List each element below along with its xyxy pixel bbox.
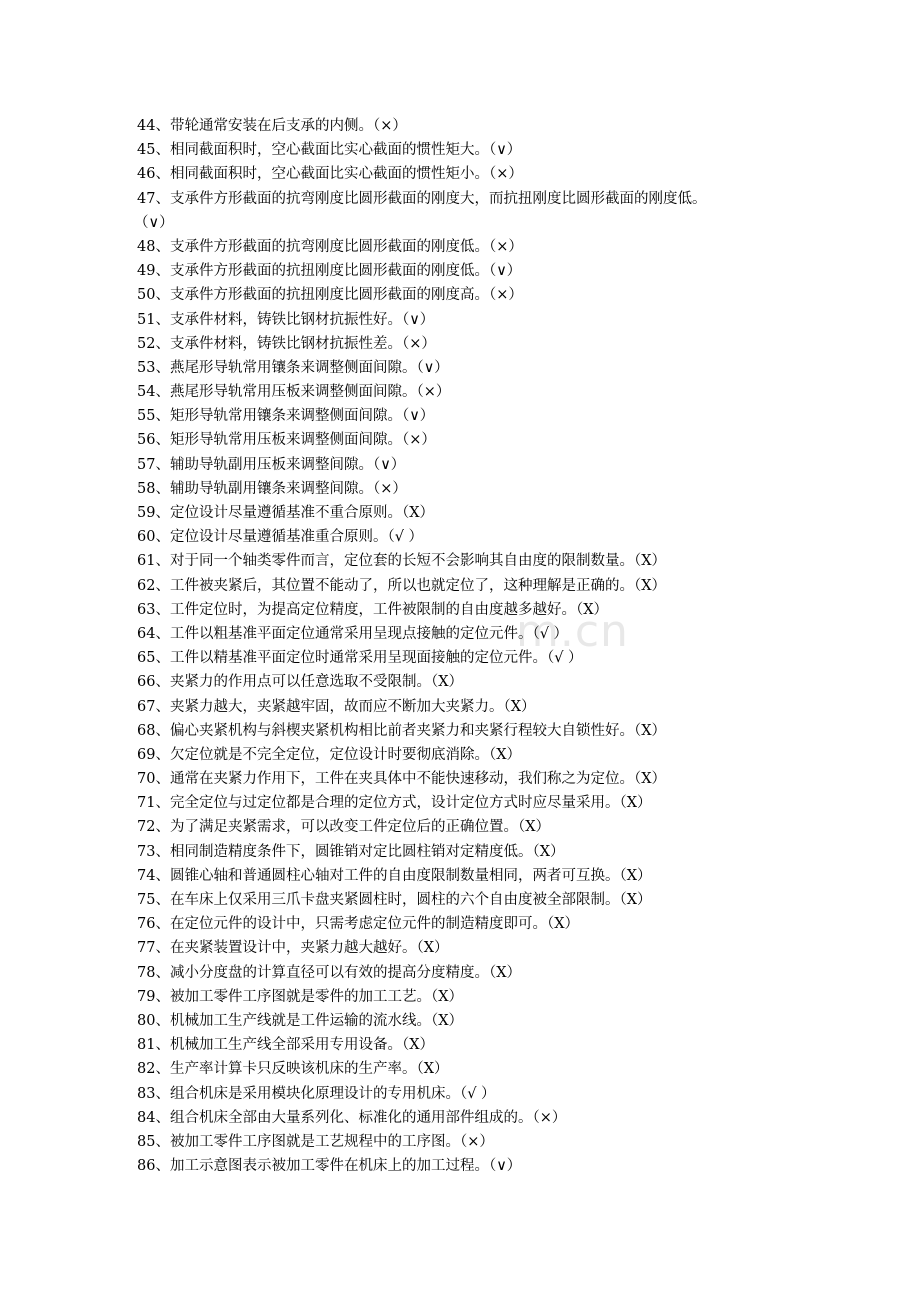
list-item: 56、矩形导轨常用压板来调整侧面间隙。（×）: [137, 432, 436, 449]
list-item: 67、夹紧力越大，夹紧越牢固，故而应不断加大夹紧力。（X）: [137, 698, 536, 715]
list-item: 48、支承件方形截面的抗弯刚度比圆形截面的刚度低。（×）: [137, 238, 523, 255]
list-item: 65、工件以精基准平面定位时通常采用呈现面接触的定位元件。（√ ）: [137, 650, 583, 667]
list-item: 79、被加工零件工序图就是零件的加工工艺。（X）: [137, 988, 464, 1005]
list-item: 53、燕尾形导轨常用镶条来调整侧面间隙。（∨）: [137, 359, 449, 376]
list-item: 64、工件以粗基准平面定位通常采用呈现点接触的定位元件。（√ ）: [137, 625, 569, 642]
list-item: 61、对于同一个轴类零件而言，定位套的长短不会影响其自由度的限制数量。（X）: [137, 553, 667, 570]
list-item: 74、圆锥心轴和普通圆柱心轴对工件的自由度限制数量相同，两者可互换。（X）: [137, 867, 652, 884]
watermark: m.cn: [516, 606, 629, 657]
list-item: 59、定位设计尽量遵循基准不重合原则。（X）: [137, 505, 435, 521]
list-item: 77、在夹紧装置设计中，夹紧力越大越好。（X）: [137, 940, 449, 957]
list-item: 69、欠定位就是不完全定位，定位设计时要彻底消除。（X）: [137, 746, 522, 763]
list-item: 84、组合机床全部由大量系列化、标准化的通用部件组成的。（×）: [137, 1109, 567, 1126]
list-item: 76、在定位元件的设计中，只需考虑定位元件的制造精度即可。（X）: [137, 916, 580, 933]
list-item: 82、生产率计算卡只反映该机床的生产率。（X）: [137, 1061, 449, 1078]
list-item: 45、相同截面积时，空心截面比实心截面的惯性矩大。（∨）: [137, 142, 522, 159]
list-item: 80、机械加工生产线就是工件运输的流水线。（X）: [137, 1012, 464, 1029]
list-item: 54、燕尾形导轨常用压板来调整侧面间隙。（×）: [137, 384, 451, 401]
list-item: 81、机械加工生产线全部采用专用设备。（X）: [137, 1037, 435, 1054]
list-item: 86、加工示意图表示被加工零件在机床上的加工过程。（∨）: [137, 1158, 522, 1175]
question-list: [134, 114, 797, 1178]
list-item: 60、定位设计尽量遵循基准重合原则。（√ ）: [137, 529, 424, 546]
list-item: 73、相同制造精度条件下，圆锥销对定比圆柱销对定精度低。（X）: [137, 843, 565, 860]
list-item: 57、辅助导轨副用压板来调整间隙。（∨）: [137, 456, 406, 473]
list-item: 52、支承件材料，铸铁比钢材抗振性差。（×）: [137, 335, 436, 352]
list-item: 58、辅助导轨副用镶条来调整间隙。（×）: [137, 480, 407, 497]
list-item: 44、带轮通常安装在后支承的内侧。（×）: [137, 118, 407, 134]
list-item: 75、在车床上仅采用三爪卡盘夹紧圆柱时，圆柱的六个自由度被全部限制。（X）: [137, 892, 652, 908]
list-item: 66、夹紧力的作用点可以任意选取不受限制。（X）: [137, 674, 464, 691]
list-item: 72、为了满足夹紧需求，可以改变工件定位后的正确位置。（X）: [137, 819, 551, 836]
list-item: 78、减小分度盘的计算直径可以有效的提高分度精度。（X）: [137, 964, 522, 981]
list-item: 55、矩形导轨常用镶条来调整侧面间隙。（∨）: [137, 408, 435, 425]
list-item: 46、相同截面积时，空心截面比实心截面的惯性矩小。（×）: [137, 166, 523, 183]
list-item: 47、支承件方形截面的抗弯刚度比圆形截面的刚度大，而抗扭刚度比圆形截面的刚度低。: [137, 190, 707, 207]
list-item-continuation: （∨）: [134, 214, 174, 231]
list-item: 68、偏心夹紧机构与斜楔夹紧机构相比前者夹紧力和夹紧行程较大自锁性好。（X）: [137, 722, 667, 739]
list-item: 50、支承件方形截面的抗扭刚度比圆形截面的刚度高。（×）: [137, 287, 523, 304]
list-item: 62、工件被夹紧后，其位置不能动了，所以也就定位了，这种理解是正确的。（X）: [137, 577, 667, 594]
list-item: 51、支承件材料，铸铁比钢材抗振性好。（∨）: [137, 311, 435, 328]
list-item: 83、组合机床是采用模块化原理设计的专用机床。（√ ）: [137, 1085, 496, 1102]
list-item: 71、完全定位与过定位都是合理的定位方式，设计定位方式时应尽量采用。（X）: [137, 795, 652, 812]
list-item: 63、工件定位时，为提高定位精度，工件被限制的自由度越多越好。（X）: [137, 601, 609, 618]
list-item: 49、支承件方形截面的抗扭刚度比圆形截面的刚度低。（∨）: [137, 263, 522, 280]
list-item: 85、被加工零件工序图就是工艺规程中的工序图。（×）: [137, 1133, 494, 1150]
list-item: 70、通常在夹紧力作用下，工件在夹具体中不能快速移动，我们称之为定位。（X）: [137, 771, 667, 788]
